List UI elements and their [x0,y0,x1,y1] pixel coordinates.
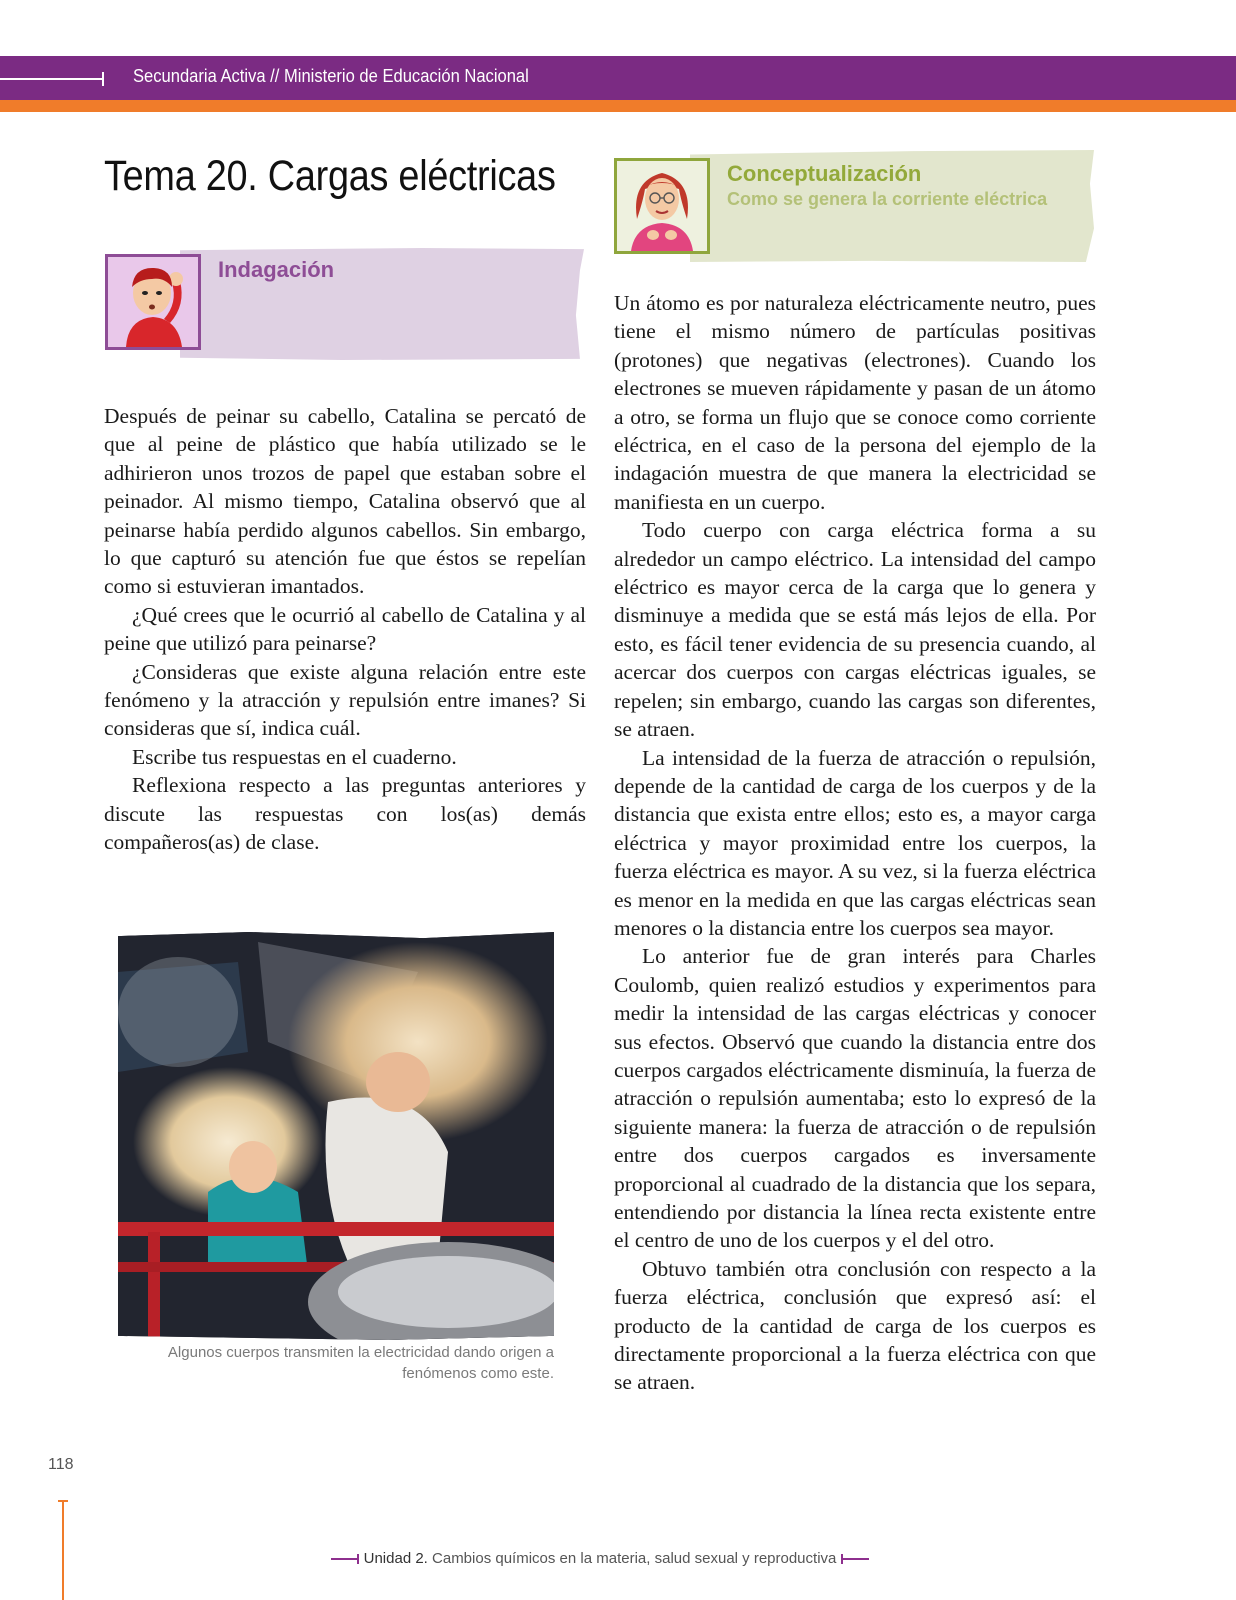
page-number: 118 [48,1456,74,1473]
footer-rule-left [331,1558,359,1560]
footer-rule-right [841,1558,869,1560]
conceptualizacion-text [614,289,1096,1397]
photo-caption: Algunos cuerpos transmiten la electricidad dando origen a fenómenos como este. [167,1344,554,1382]
indagacion-text [104,402,586,857]
footer [310,1550,890,1567]
page-title: Tema 20. Cargas eléctricas [104,152,556,200]
boy-thinking-icon [105,254,201,350]
paragraph: Obtuvo también otra conclusión con respecto a la fuerza eléctrica, conclusión que expresó así: el producto de la cantidad de carga de los cuerpos es directamente proporcional a la fuerza eléctrica con que se atraen. [614,1256,1096,1395]
conceptualizacion-label: Conceptualización [727,161,922,186]
header-rule [0,78,102,80]
paragraph: Escribe tus respuestas en el cuaderno. [132,744,457,769]
conceptualizacion-subtitle: Como se genera la corriente eléctrica [727,189,1048,209]
header-title: Secundaria Activa // Ministerio de Educación Nacional [133,66,529,86]
girl-teacher-icon [614,158,710,254]
paragraph: Todo cuerpo con carga eléctrica forma a su alrededor un campo eléctrico. La intensidad del campo eléctrico es mayor cerca de la carga que lo genera y disminuye a medida que se está más lejos de ella. Por esto, es fácil tener evidencia de su presencia cuando, al acercar dos cuerpos con cargas eléctricas iguales, se repelen; sin embargo, cuando las cargas son diferentes, se atraen. [614,518,1096,742]
header-rule-tick [102,72,104,86]
indagacion-label: Indagación [218,257,335,282]
paragraph: Un átomo es por naturaleza eléctricamente neutro, pues tiene el mismo número de partículas positivas (protones) que negativas (electrones). Cuando los electrones se mueven rápidamente y pasan de un átomo a otro, se forma un flujo que se conoce como corriente eléctrica, en el caso de la persona del ejemplo de la indagación muestra de que manera la electricidad se manifiesta en un cuerpo. [614,291,1096,514]
paragraph: La intensidad de la fuerza de atracción o repulsión, depende de la cantidad de carga de los cuerpos y de la distancia que exista entre ellos; esto es, a mayor carga eléctrica y mayor proximidad entre los cuerpos, la fuerza eléctrica es mayor. A su vez, si la fuerza eléctrica es menor en la medida en que las cargas eléctricas sean menores o la distancia entre los cuerpos sea mayor. [614,745,1096,940]
static-hair-photo [118,932,554,1340]
paragraph: Lo anterior fue de gran interés para Charles Coulomb, quien realizó estudios y experimentos para medir la intensidad de las cargas eléctricas y conocer sus efectos. Observó que cuando la distancia entre dos cuerpos cargados eléctricamente disminuía, la fuerza de atracción o repulsión aumentaba; esto lo expresó de la siguiente manera: la fuerza de atracción o de repulsión entre dos cuerpos cargados es inversamente proporcional al cuadrado de la distancia que los separa, entendiendo por distancia la línea recta existente entre el centro de uno de los cuerpos y el del otro. [614,944,1096,1253]
paragraph: Después de peinar su cabello, Catalina se percató de que al peine de plástico que había utilizado se le adhirieron unos trozos de papel que estaban sobre el peinador. Al mismo tiempo, Catalina observó que al peinarse había perdido algunos cabellos. Sin embargo, lo que capturó su atención fue que éstos se repelían como si estuvieran imantados. [104,404,586,599]
margin-rule [62,1500,64,1600]
paragraph: ¿Qué crees que le ocurrió al cabello de Catalina y al peine que utilizó para peinarse? [104,602,586,656]
paragraph: ¿Consideras que existe alguna relación entre este fenómeno y la atracción y repulsión entre imanes? Si consideras que sí, indica cuál. [104,659,586,741]
footer-unit: Unidad 2. [363,1550,428,1567]
header-accent-stripe [0,100,1236,112]
footer-title: Cambios químicos en la materia, salud sexual y reproductiva [432,1550,837,1567]
paragraph: Reflexiona respecto a las preguntas anteriores y discute las respuestas con los(as) demás compañeros(as) de clase. [104,773,586,855]
